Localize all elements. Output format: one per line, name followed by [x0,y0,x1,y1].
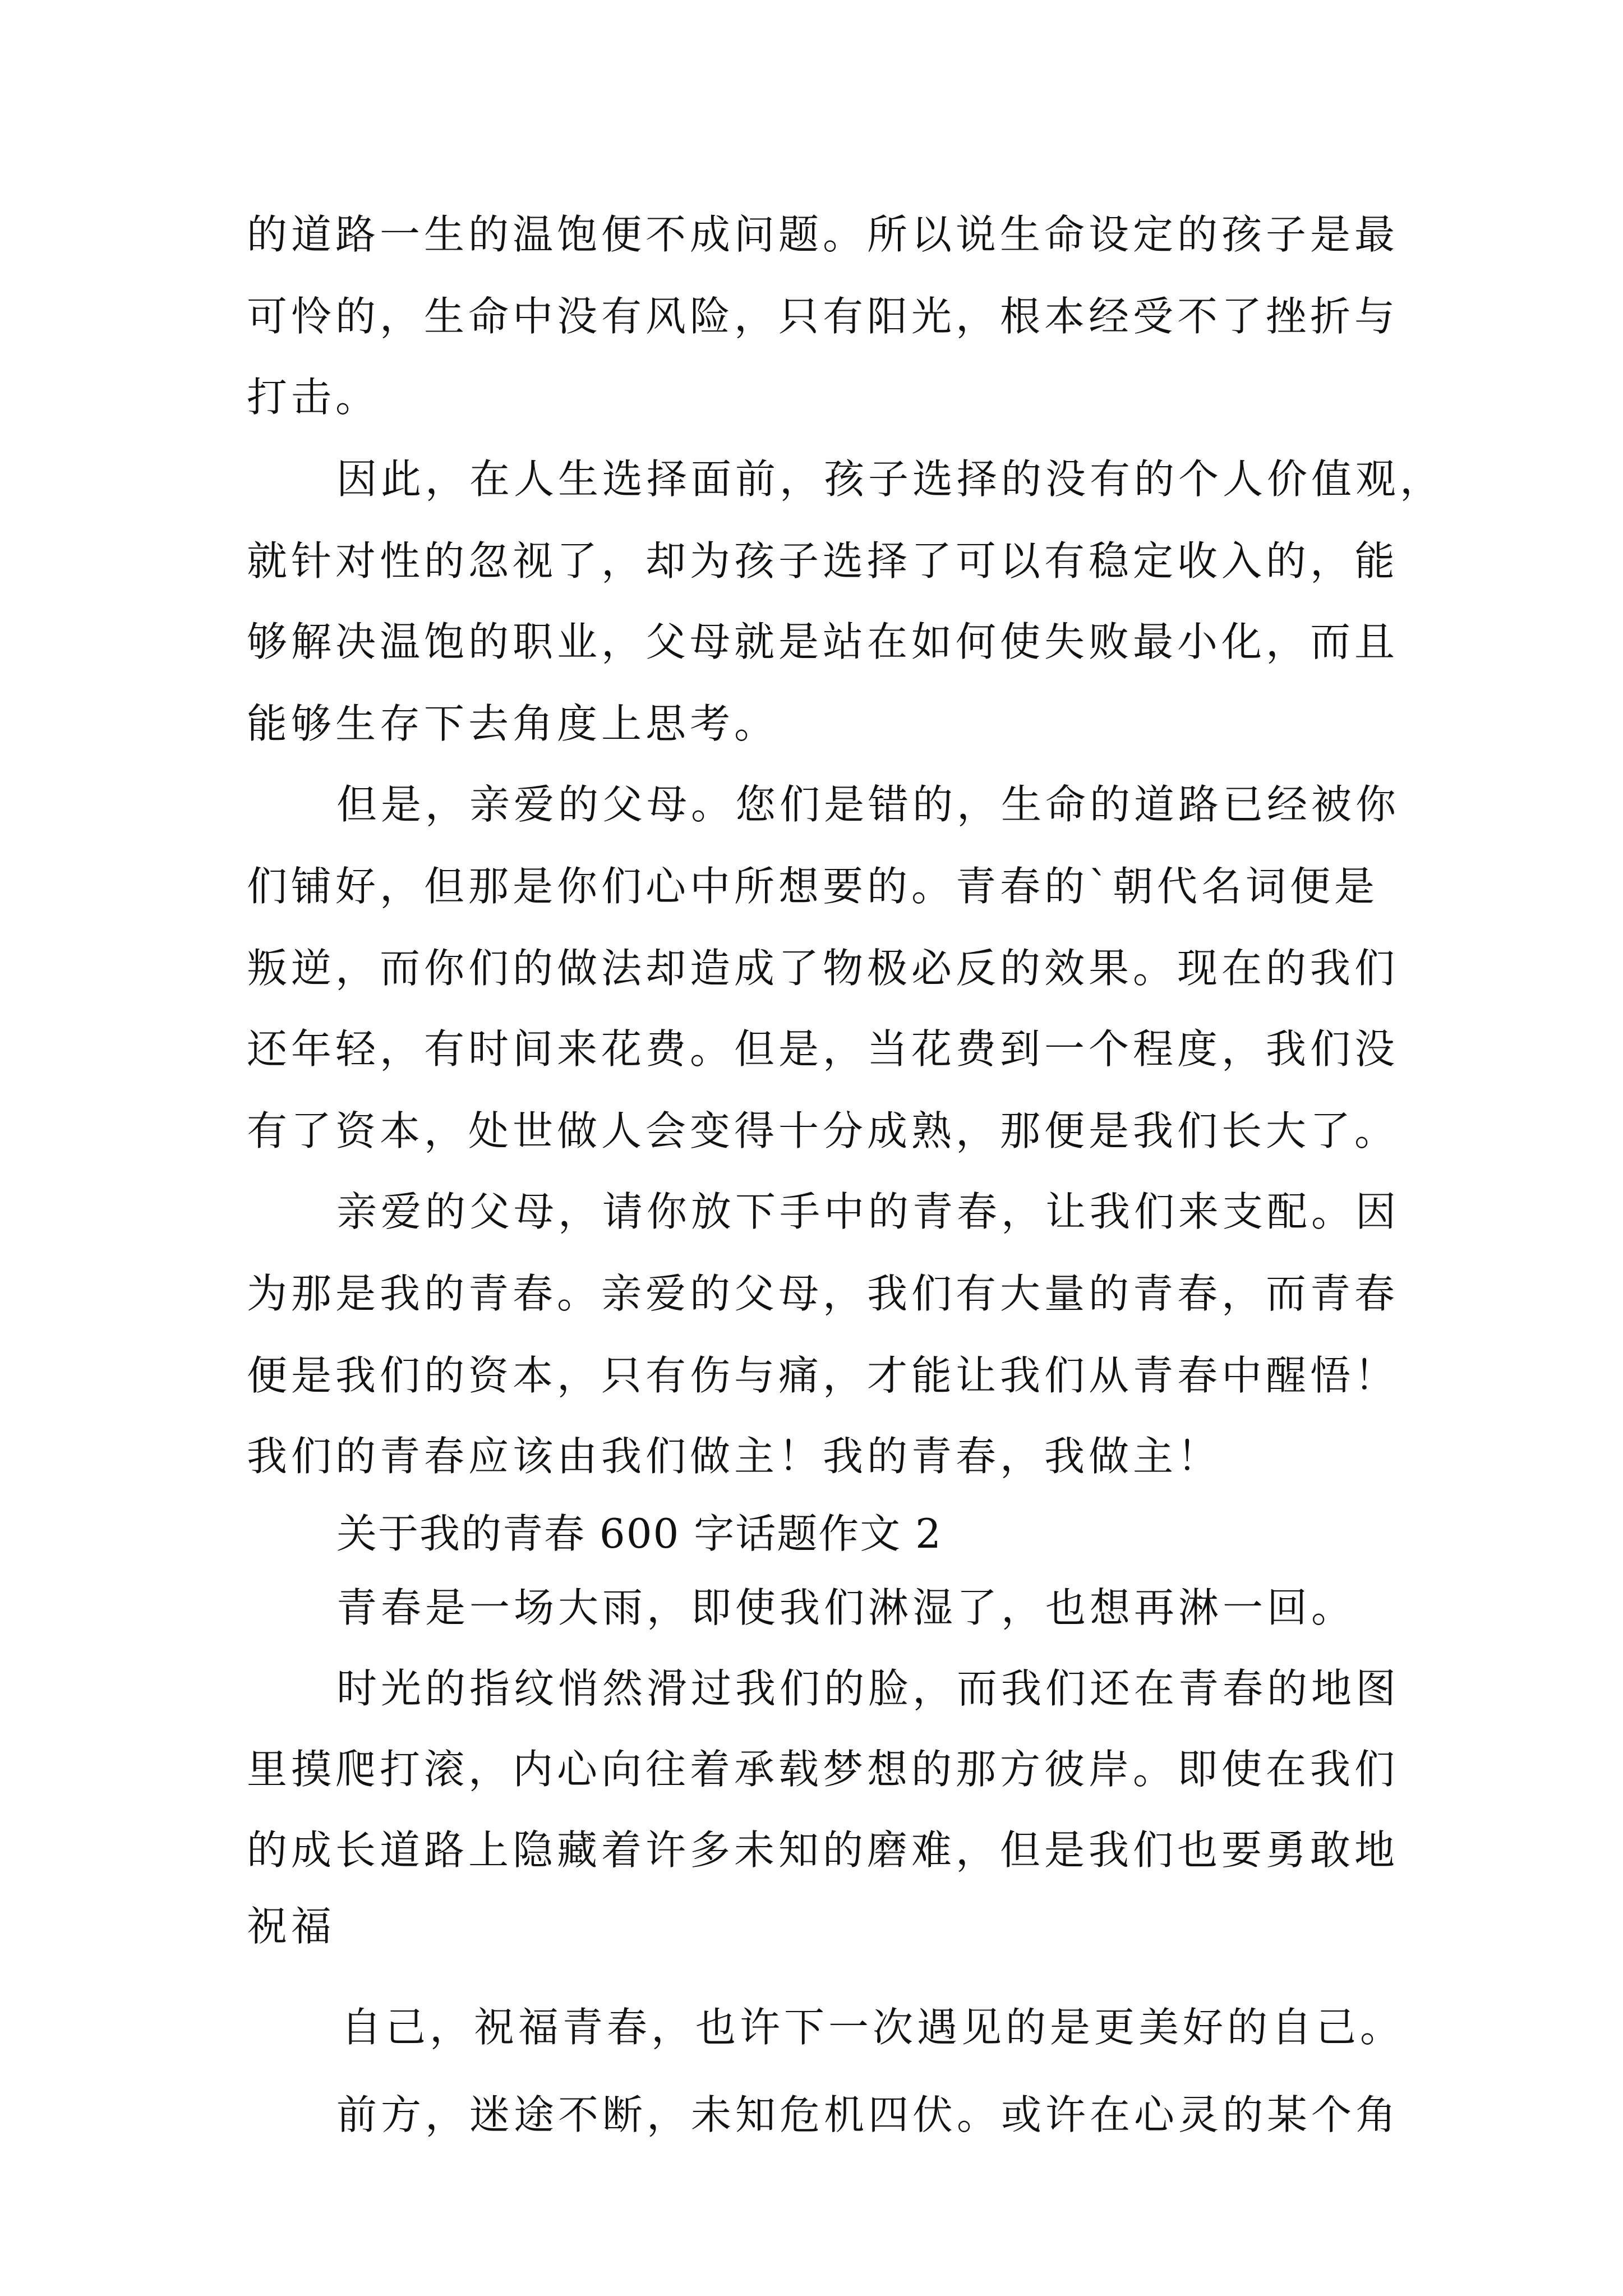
text-line: 就针对性的忽视了，却为孩子选择了可以有稳定收入的，能 [247,537,1399,585]
text-line: 打击。 [247,374,380,421]
text-line: 可怜的，生命中没有风险，只有阳光，根本经受不了挫折与 [247,293,1399,340]
text-line: 因此，在人生选择面前，孩子选择的没有的个人价值观， [336,455,1445,503]
section-heading: 关于我的青春 600 字话题作文 2 [336,1510,942,1557]
text-line: 为那是我的青春。亲爱的父母，我们有大量的青春，而青春 [247,1270,1399,1317]
text-line: 时光的指纹悄然滑过我们的脸，而我们还在青春的地图 [336,1665,1400,1712]
text-line: 够解决温饱的职业，父母就是站在如何使失败最小化，而且 [247,618,1399,665]
text-line: 的道路一生的温饱便不成问题。所以说生命设定的孩子是最 [247,211,1399,258]
text-line: 们铺好，但那是你们心中所想要的。青春的`朝代名词便是 [247,863,1379,910]
text-line: 自己，祝福青春，也许下一次遇见的是更美好的自己。 [341,2004,1405,2051]
text-line: 亲爱的父母，请你放下手中的青春，让我们来支配。因 [336,1188,1400,1235]
text-line: 能够生存下去角度上思考。 [247,700,779,747]
text-line: 我们的青春应该由我们做主！我的青春，我做主！ [247,1433,1222,1480]
text-line: 祝福 [247,1903,336,1950]
text-line: 但是，亲爱的父母。您们是错的，生命的道路已经被你 [336,781,1400,828]
text-line: 便是我们的资本，只有伤与痛，才能让我们从青春中醒悟！ [247,1352,1399,1399]
text-line: 有了资本，处世做人会变得十分成熟，那便是我们长大了。 [247,1107,1399,1154]
text-line: 前方，迷途不断，未知危机四伏。或许在心灵的某个角 [336,2091,1400,2138]
text-line: 里摸爬打滚，内心向往着承载梦想的那方彼岸。即使在我们 [247,1746,1399,1793]
text-line: 叛逆，而你们的做法却造成了物极必反的效果。现在的我们 [247,945,1399,992]
text-line: 还年轻，有时间来花费。但是，当花费到一个程度，我们没 [247,1025,1399,1073]
text-line: 的成长道路上隐藏着许多未知的磨难，但是我们也要勇敢地 [247,1826,1399,1874]
text-line: 青春是一场大雨，即使我们淋湿了，也想再淋一回。 [336,1584,1356,1631]
